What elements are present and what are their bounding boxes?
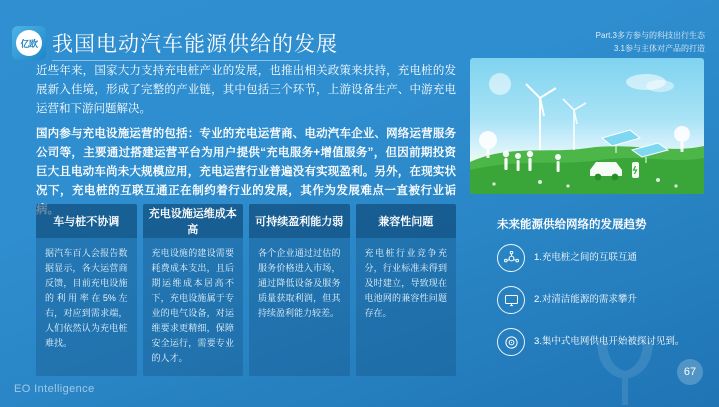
footer-brand: EO Intelligence [14,383,95,395]
company-logo [12,26,46,60]
card-text: 据汽车百人会报告数据显示，各大运营商反馈，目前充电设施的利用率在5%左右，对应到需求端，人们依然认为充电桩难找。 [45,248,128,348]
trend-text: 2.对清洁能源的需求攀升 [534,294,637,305]
trend-text: 3.集中式电网供电开始被探讨见到。 [534,336,685,347]
card [249,204,350,376]
illustration-ev-energy [470,58,704,194]
paragraph-1: 近些年来，国家大力支持充电桩产业的发展，也推出相关政策来扶持，充电桩的发展新入佳境，形成了完整的产业链，其中包括三个环节，上游设备生产、中游充电运营和下游问题解决。 [36,65,456,115]
card-text: 各个企业通过过估的服务价格进入市场，通过降低设备及服务质量获取利润，但其持续盈利能力较差。 [258,248,341,318]
watermark-logo [583,333,667,407]
trend-item [497,244,697,272]
trend-text: 1.充电桩之间的互联互通 [534,252,637,263]
card [36,204,137,376]
company-logo-icon: 亿欧 [16,30,42,56]
card-text: 充电桩行业竞争充分，行业标准未得到及时建立，导致现在电池网的兼容性问题存在。 [364,248,447,318]
monitor-icon [497,286,525,314]
page-number: 67 [677,359,703,385]
paragraph-2: 国内参与充电设施运营的包括：专业的充电运营商、电动汽车企业、网络运营服务公司等，主要通过搭建运营平台为用户提供“充电服务+增值服务”，但因前期投资巨大且电动车尚未大规模应用，充电运营行业普遍没有实现盈利。另外，在现实状况下，充电桩的互联互通正在制约着行业的发展，其作为发展难点一直被行业诟病。 [36,128,456,216]
trend-item [497,286,697,314]
card-title: 车与桩不协调 [36,204,137,238]
section-label-line2: 3.1参与主体对产品的打造 [613,44,705,53]
card-title: 兼容性问题 [356,204,457,238]
trend-title: 未来能源供给网络的发展趋势 [497,219,647,231]
body-text [36,62,456,226]
page-title: 我国电动汽车能源供给的发展 [52,33,338,56]
card [143,204,244,376]
section-label-line1: Part.3多方参与的科技出行生态 [595,31,705,40]
network-nodes-icon [497,244,525,272]
illustration-graphic [470,58,704,194]
challenge-cards [36,204,456,376]
card-title: 可持续盈利能力弱 [249,204,350,238]
section-label [596,29,705,55]
title-divider [52,60,300,61]
target-circle-icon [497,328,525,356]
card-title: 充电设施运维成本高 [143,204,244,238]
card-text: 充电设施的建设需要耗费成本支出，且后期运维成本居高不下，充电设施属于专业的电气设备，对运维要求更精细，保障安全运行，需要专业的人才。 [151,248,234,363]
card [356,204,457,376]
